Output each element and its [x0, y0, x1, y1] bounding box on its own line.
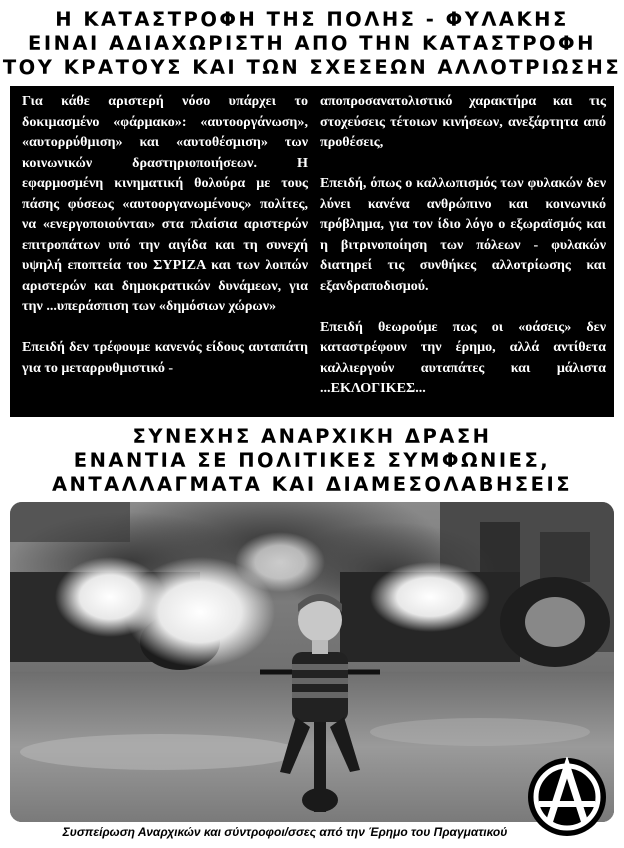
page-title	[0, 8, 624, 80]
text-column-right	[320, 91, 606, 399]
protest-photo	[10, 502, 614, 822]
slogan-line-2: ΕΝΑΝΤΙΑ ΣΕ ΠΟΛΙΤΙΚΕΣ ΣΥΜΦΩΝΙΕΣ,	[73, 449, 551, 472]
paragraph: αποπροσανατολιστικό χαρακτήρα και τις στοχεύσεις τέτοιων κινήσεων, ανεξάρτητα από προθέσεις,	[320, 93, 606, 150]
paragraph: Επειδή θεωρούμε πως οι «οάσεις» δεν καταστρέφουν την έρημο, αλλά αντίθετα καλλιεργούν αυταπάτες και μάλιστα ...ΕΚΛΟΓΙΚΕΣ...	[320, 318, 606, 396]
text-column-left	[22, 91, 308, 378]
title-line-3: ΤΟΥ ΚΡΑΤΟΥΣ ΚΑΙ ΤΩΝ ΣΧΕΣΕΩΝ ΑΛΛΟΤΡΙΩΣΗΣ	[2, 56, 622, 79]
slogan	[0, 425, 624, 497]
paragraph: Επειδή, όπως ο καλλωπισμός των φυλακών δεν λύνει κανένα ανθρώπινο και κοινωνικό πρόβλημα, για τον ίδιο λόγο ο εξωραϊσμός και η βιτρινοποίηση των πόλεων - φυλακών διατηρεί τις συνθήκες αλλοτρίωσης και εξανδραποδισμού.	[320, 175, 606, 294]
text-block	[10, 86, 614, 417]
footer-signature: Συσπείρωση Αναρχικών και σύντροφοι/σσες από την Έρημο του Πραγματικού	[62, 825, 508, 839]
title-line-1: Η ΚΑΤΑΣΤΡΟΦΗ ΤΗΣ ΠΟΛΗΣ - ΦΥΛΑΚΗΣ	[55, 8, 569, 31]
title-line-2: ΕΙΝΑΙ ΑΔΙΑΧΩΡΙΣΤΗ ΑΠΟ ΤΗΝ ΚΑΤΑΣΤΡΟΦΗ	[28, 32, 596, 55]
paragraph: Επειδή δεν τρέφουμε κανενός είδους αυταπάτη για το μεταρρυθμιστικό -	[22, 339, 308, 376]
slogan-line-3: ΑΝΤΑΛΛΑΓΜΑΤΑ ΚΑΙ ΔΙΑΜΕΣΟΛΑΒΗΣΕΙΣ	[51, 473, 573, 496]
paragraph: Για κάθε αριστερή νόσο υπάρχει το δοκιμασμένο «φάρμακο»: «αυτοοργάνωση», «αυτορρύθμιση» και «αυτοθέσμιση» των κοινωνικών δραστηριοποιήσεων. Η εφαρμοσμένη κινηματική θολούρα με τους πάσης φύσεως «αυτοοργανωμένους» πολίτες, να «ενεργοποιούνται» στα πλαίσια αριστερών επιτροπάτων υπό την αιγίδα και τη συνεχή υψηλή εποπτεία του ΣΥΡΙΖΑ και των λοιπών αριστερών και δημοκρατικών δυνάμεων, για την ...υπεράσπιση των «δημόσιων χώρων»	[22, 93, 308, 314]
photo-illustration	[10, 502, 614, 822]
slogan-line-1: ΣΥΝΕΧΗΣ ΑΝΑΡΧΙΚΗ ΔΡΑΣΗ	[132, 425, 492, 448]
